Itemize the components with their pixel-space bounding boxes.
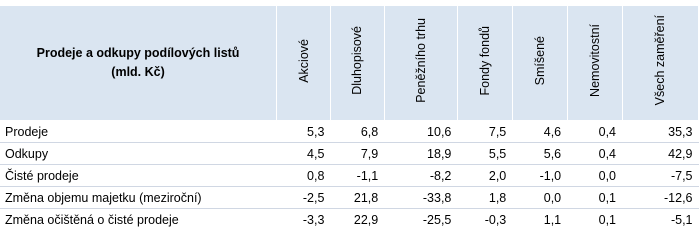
table-cell: -5,1 [622, 209, 698, 231]
table-title [0, 6, 277, 121]
column-header-nemovitostni: Nemovitostní [587, 24, 602, 97]
table-cell: -1,1 [330, 165, 384, 187]
table-cell: 22,9 [330, 209, 384, 231]
header-row [0, 6, 699, 121]
table-cell: 6,8 [330, 121, 384, 143]
row-label: Změna očištěná o čisté prodeje [0, 209, 277, 231]
table-cell: 0,8 [277, 165, 331, 187]
table-cell: 0,1 [567, 187, 622, 209]
table-cell: 1,1 [512, 209, 567, 231]
fund-sales-table [0, 6, 699, 230]
table-cell: 1,8 [457, 187, 512, 209]
row-label: Odkupy [0, 143, 277, 165]
table-cell: 2,0 [457, 165, 512, 187]
row-label: Prodeje [0, 121, 277, 143]
column-header [512, 6, 567, 121]
table-cell: 5,6 [512, 143, 567, 165]
table-cell: 42,9 [622, 143, 698, 165]
table-title-line1: Prodeje a odkupy podílových listů [36, 46, 240, 60]
table-cell: -25,5 [384, 209, 457, 231]
column-header-dluhopisove: Dluhopisové [350, 26, 365, 95]
column-header-smisene: Smíšené [532, 35, 547, 86]
table-cell: -3,3 [277, 209, 331, 231]
column-header-akciove: Akciové [296, 38, 311, 83]
table-cell: 7,9 [330, 143, 384, 165]
table-cell: 5,3 [277, 121, 331, 143]
column-header-vsech-zamereni: Všech zaměření [653, 15, 668, 106]
table-cell: -7,5 [622, 165, 698, 187]
column-header-penezniho-trhu: Peněžního trhu [413, 18, 428, 103]
table-title-line2: (mld. Kč) [111, 65, 165, 79]
table-cell: -12,6 [622, 187, 698, 209]
row-label: Čisté prodeje [0, 165, 277, 187]
table-cell: 5,5 [457, 143, 512, 165]
column-header [384, 6, 457, 121]
column-header [457, 6, 512, 121]
table-cell: 18,9 [384, 143, 457, 165]
table-cell: 0,1 [567, 209, 622, 231]
table-row [0, 143, 699, 165]
column-header [622, 6, 698, 121]
table-row [0, 165, 699, 187]
column-header [277, 6, 331, 121]
table-cell: 10,6 [384, 121, 457, 143]
table-cell: 0,4 [567, 121, 622, 143]
table-cell: 21,8 [330, 187, 384, 209]
table-cell: -8,2 [384, 165, 457, 187]
table-cell: 0,0 [512, 187, 567, 209]
column-header-fondy-fondu: Fondy fondů [477, 25, 492, 96]
table-cell: 35,3 [622, 121, 698, 143]
table-cell: -2,5 [277, 187, 331, 209]
table-cell: -1,0 [512, 165, 567, 187]
table-cell: -0,3 [457, 209, 512, 231]
table-cell: 0,4 [567, 143, 622, 165]
table-cell: 4,6 [512, 121, 567, 143]
table-cell: -33,8 [384, 187, 457, 209]
row-label: Změna objemu majetku (meziroční) [0, 187, 277, 209]
table-cell: 7,5 [457, 121, 512, 143]
table-cell: 4,5 [277, 143, 331, 165]
column-header [330, 6, 384, 121]
table-row [0, 187, 699, 209]
table-row [0, 209, 699, 231]
column-header [567, 6, 622, 121]
table-cell: 0,0 [567, 165, 622, 187]
table-row [0, 121, 699, 143]
